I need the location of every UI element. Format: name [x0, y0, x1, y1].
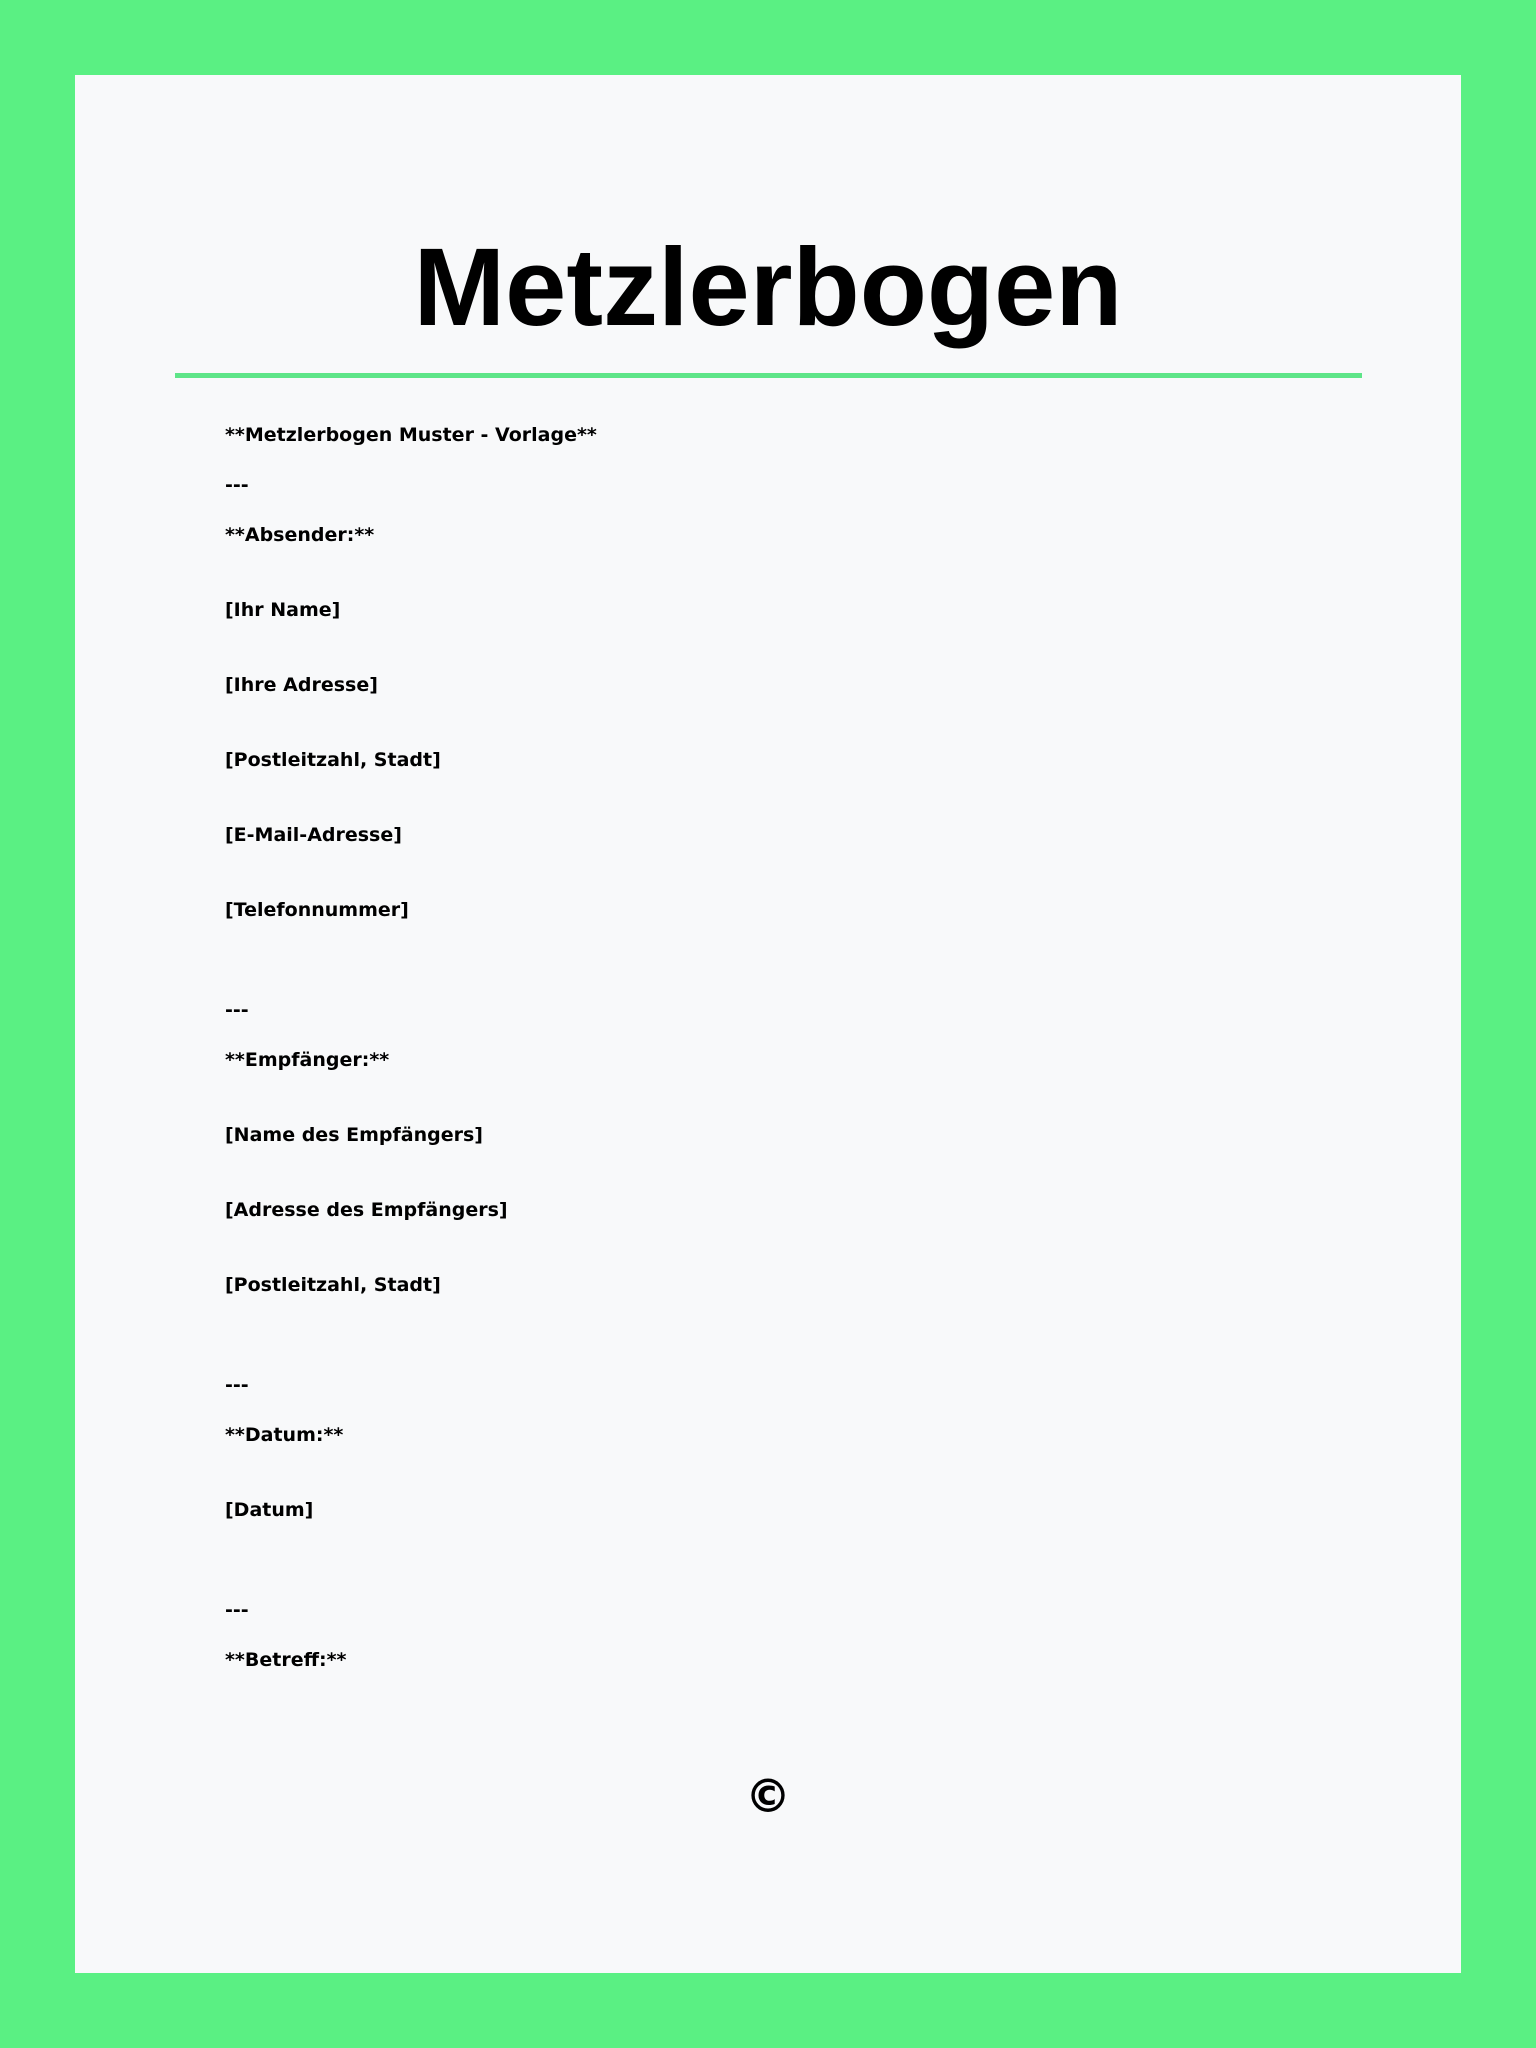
sender-heading: **Absender:**	[225, 524, 375, 546]
date-heading: **Datum:**	[225, 1424, 344, 1446]
template-heading: **Metzlerbogen Muster - Vorlage**	[225, 424, 597, 446]
sender-phone: [Telefonnummer]	[225, 899, 409, 921]
separator: ---	[225, 999, 249, 1021]
recipient-postcode-city: [Postleitzahl, Stadt]	[225, 1274, 441, 1296]
document-title: Metzlerbogen	[413, 226, 1123, 349]
subject-heading: **Betreff:**	[225, 1649, 347, 1671]
sender-postcode-city: [Postleitzahl, Stadt]	[225, 749, 441, 771]
recipient-address: [Adresse des Empfängers]	[225, 1199, 508, 1221]
date-value: [Datum]	[225, 1499, 314, 1521]
document-page	[75, 75, 1461, 1973]
copyright-symbol: ©	[745, 1769, 791, 1823]
recipient-heading: **Empfänger:**	[225, 1049, 390, 1071]
sender-name: [Ihr Name]	[225, 599, 341, 621]
separator: ---	[225, 474, 249, 496]
sender-address: [Ihre Adresse]	[225, 674, 378, 696]
separator: ---	[225, 1599, 249, 1621]
title-divider	[175, 373, 1362, 378]
sender-email: [E-Mail-Adresse]	[225, 824, 402, 846]
recipient-name: [Name des Empfängers]	[225, 1124, 483, 1146]
separator: ---	[225, 1374, 249, 1396]
